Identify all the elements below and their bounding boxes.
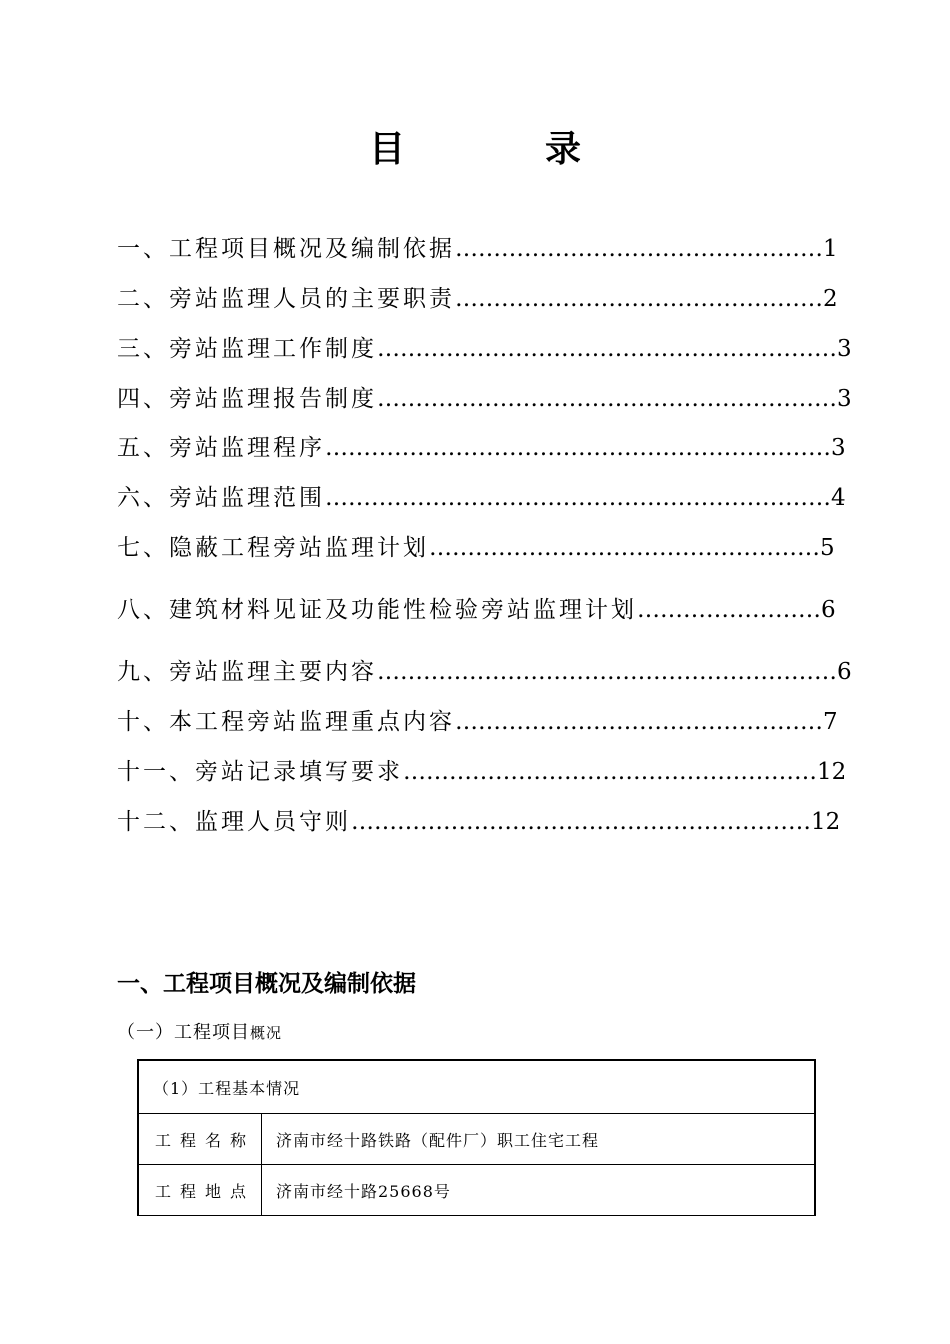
toc-entry-label: 十二、监理人员守则 — [117, 809, 351, 835]
toc-page-number: 6 — [821, 597, 836, 623]
toc-entry-label: 二、旁站监理人员的主要职责 — [117, 286, 455, 312]
toc-page-number: 7 — [823, 709, 838, 735]
toc-entry[interactable] — [117, 334, 852, 364]
toc-leader-dots: ………………………………………………………… — [325, 435, 831, 461]
table-value-cell: 济南市经十路25668号 — [262, 1165, 816, 1216]
toc-leader-dots: …………………………………………… — [429, 535, 820, 561]
toc-entry-label: 五、旁站监理程序 — [117, 435, 325, 461]
toc-entry[interactable] — [117, 533, 835, 563]
table-row — [138, 1114, 815, 1165]
toc-leader-dots: ……………………………………………… — [403, 759, 817, 785]
sub-heading-suffix: 概况 — [250, 1024, 283, 1042]
table-header-cell: （1）工程基本情况 — [138, 1060, 815, 1114]
toc-entry[interactable] — [117, 234, 838, 264]
sub-heading — [117, 1020, 282, 1046]
sub-heading-main: （一）工程项目 — [117, 1022, 250, 1043]
table-row — [138, 1060, 815, 1114]
toc-page-number: 6 — [837, 659, 852, 685]
toc-entry[interactable] — [117, 807, 840, 837]
toc-entry[interactable] — [117, 483, 846, 513]
table-value-cell: 济南市经十路铁路（配件厂）职工住宅工程 — [262, 1114, 816, 1165]
toc-page-number: 4 — [831, 485, 846, 511]
table-label-cell: 工程地点 — [138, 1165, 262, 1216]
toc-page-number: 3 — [831, 435, 846, 461]
toc-entry[interactable] — [117, 384, 852, 414]
toc-page-number: 2 — [823, 286, 838, 312]
table-row — [138, 1165, 815, 1216]
toc-page-number: 5 — [820, 535, 835, 561]
toc-entry-label: 七、隐蔽工程旁站监理计划 — [117, 535, 429, 561]
toc-leader-dots: ………………………………………… — [455, 236, 823, 262]
toc-page-number: 3 — [837, 386, 852, 412]
toc-entry[interactable] — [117, 595, 836, 625]
toc-leader-dots: …………………………………………………… — [377, 386, 837, 412]
toc-page-number: 1 — [823, 236, 838, 262]
toc-entry-label: 九、旁站监理主要内容 — [117, 659, 377, 685]
section-heading: 一、工程项目概况及编制依据 — [117, 971, 416, 997]
toc-entry[interactable] — [117, 657, 852, 687]
toc-leader-dots: …………………………………………………… — [377, 336, 837, 362]
toc-entry[interactable] — [117, 707, 838, 737]
toc-entry[interactable] — [117, 284, 838, 314]
table-label-cell: 工程名称 — [138, 1114, 262, 1165]
toc-entry[interactable] — [117, 757, 846, 787]
toc-leader-dots: …………………………………………………… — [351, 809, 811, 835]
toc-leader-dots: …………………………………………………… — [377, 659, 837, 685]
toc-entry-label: 十一、旁站记录填写要求 — [117, 759, 403, 785]
project-info-table — [137, 1059, 816, 1216]
toc-entry-label: 十、本工程旁站监理重点内容 — [117, 709, 455, 735]
toc-entry-label: 六、旁站监理范围 — [117, 485, 325, 511]
toc-entry-label: 四、旁站监理报告制度 — [117, 386, 377, 412]
toc-leader-dots: …………………… — [637, 597, 821, 623]
toc-entry[interactable] — [117, 433, 846, 463]
toc-leader-dots: ………………………………………… — [455, 709, 823, 735]
toc-entry-label: 三、旁站监理工作制度 — [117, 336, 377, 362]
toc-leader-dots: ………………………………………… — [455, 286, 823, 312]
toc-page-number: 12 — [817, 759, 847, 785]
page-title: 目 录 — [368, 129, 633, 170]
toc-entry-label: 八、建筑材料见证及功能性检验旁站监理计划 — [117, 597, 637, 623]
toc-leader-dots: ………………………………………………………… — [325, 485, 831, 511]
toc-entry-label: 一、工程项目概况及编制依据 — [117, 236, 455, 262]
toc-page-number: 3 — [837, 336, 852, 362]
toc-page-number: 12 — [811, 809, 841, 835]
